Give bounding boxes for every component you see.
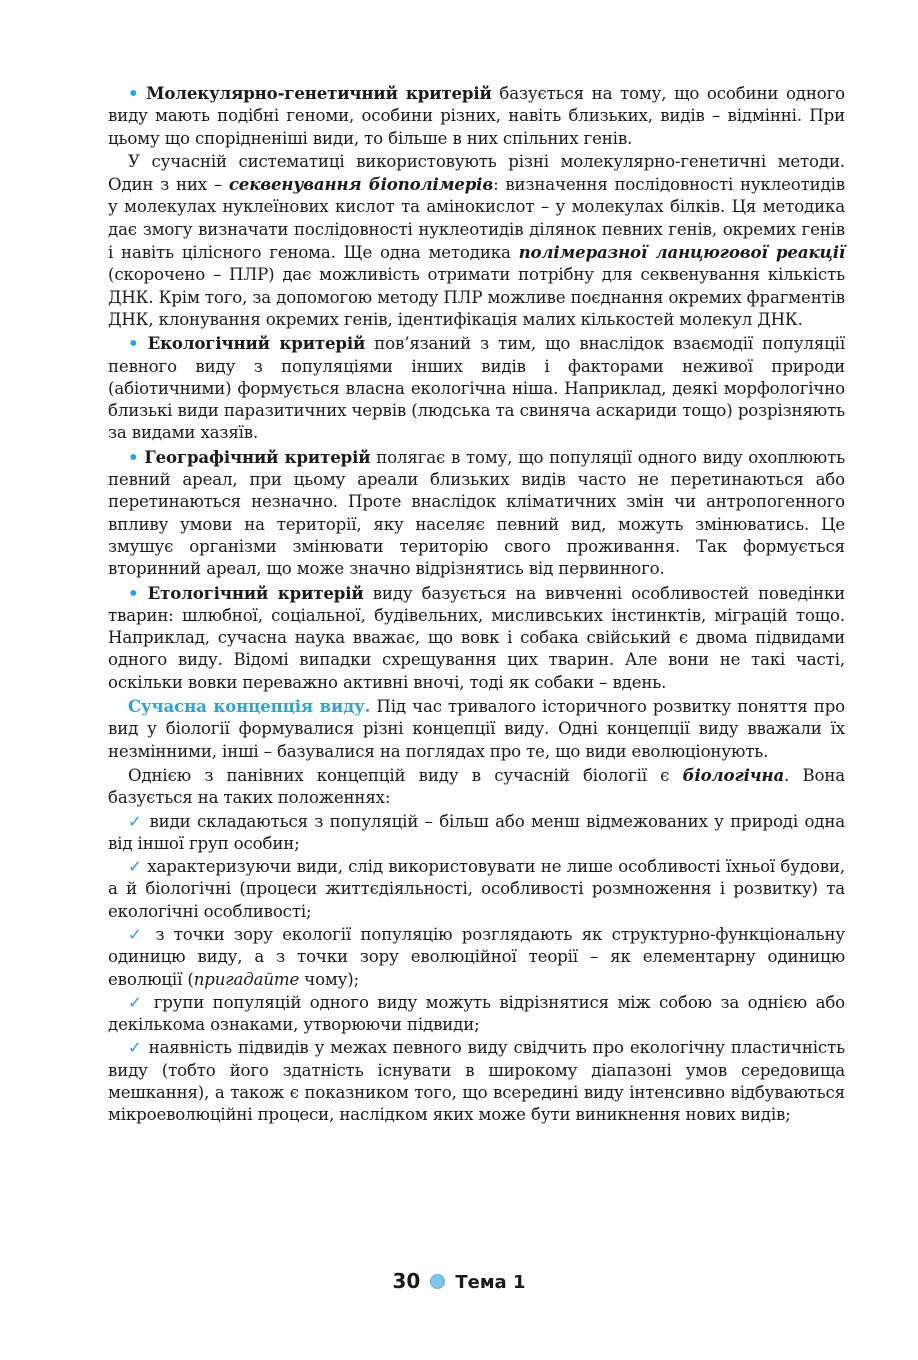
list-item-text: види складаються з популяцій – більш або менш відмежованих у природі одна від іншої груп особин; bbox=[108, 811, 846, 853]
term-ecological: Екологічний критерій bbox=[147, 333, 366, 354]
list-item-text: групи популяцій одного виду можуть відрізнятися між собою за однією або декількома ознаками, утворюючи підвиди; bbox=[108, 992, 845, 1035]
list-item-text: чому); bbox=[299, 969, 360, 989]
section-label: Тема 1 bbox=[455, 1272, 526, 1293]
paragraph-biological-concept bbox=[108, 764, 845, 810]
text-modern-concept: Під час тривалого історичного розвитку поняття про вид у біології формувалися різні концепції виду. Одні концепції виду вважали їх незмінними, інші – базувалися на поглядах про те, що види еволюціонують. bbox=[108, 697, 846, 761]
section-heading: Сучасна концепція виду. bbox=[128, 696, 371, 717]
text-ecological: пов’язаний з тим, що внаслідок взаємодії популяції певного виду з популяціями інших видів і факторами неживої природи (абіотичними) формується власна екологічна ніша. Наприклад, деякі морфологічно близькі види паразитичних червів (людська та свиняча аскариди тощо) розрізняють за видами хазяїв. bbox=[108, 334, 845, 443]
text-geographic: полягає в тому, що популяції одного виду охоплюють певний ареал, при цьому ареали близьких видів часто не перетинаються або перетинаються незначно. Проте внаслідок кліматичних змін чи антропогенного впливу умови на території, яку населяє певний вид, можуть змінюватись. Це змушує організми змінювати територію свого проживання. Так формується вторинний ареал, що може значно відрізнятись від первинного. bbox=[108, 447, 846, 579]
term-pcr: полімеразної ланцюгової реакції bbox=[518, 242, 846, 263]
list-item bbox=[108, 856, 845, 923]
term-geographic: Географічний критерій bbox=[144, 446, 371, 467]
text-methods-2: : визначення послідовності нуклеотидів у молекулах нуклеїнових кислот та амінокислот – у молекулах білків. Ця методика дає змогу визначати послідовності нуклеотидів ділянок певних генів, окремих генів і навіть цілісного генома. Ще одна методика bbox=[108, 175, 845, 263]
list-item-text: з точки зору екології популяцію розглядають як структурно-функціональну одиницю виду, а з точки зору еволюційної теорії – як елементарну одиницю еволюції ( bbox=[108, 924, 845, 989]
paragraph-ecological-criterion bbox=[108, 332, 845, 444]
checkmark-icon: ✓ bbox=[128, 992, 146, 1012]
term-ethological: Етологічний критерій bbox=[147, 582, 364, 603]
bullet-icon: • bbox=[128, 582, 139, 603]
paragraph-ethological-criterion bbox=[108, 582, 845, 694]
page-body bbox=[108, 82, 845, 1127]
paragraph-molecular-criterion bbox=[108, 82, 845, 150]
list-item-text: характеризуючи види, слід використовувати не лише особливості їхньої будови, а й біологічні (процеси життєдіяльності, особливості розмноження і розвитку) та екологічні особливості; bbox=[108, 857, 845, 921]
list-item-italic: пригадайте bbox=[193, 969, 300, 989]
page-number: 30 bbox=[392, 1269, 421, 1293]
paragraph-geographic-criterion bbox=[108, 446, 845, 581]
bullet-icon: • bbox=[128, 83, 139, 103]
list-item-text: наявність підвидів у межах певного виду свідчить про екологічну пластичність виду (тобто його здатність існувати в широкому діапазоні умов середовища мешкання), а також є показником того, що всередині виду інтенсивно відбуваються мікроеволюційні процеси, наслідком яких може бути виникнення нових видів; bbox=[108, 1038, 845, 1125]
circle-dot-icon bbox=[430, 1274, 445, 1289]
list-item bbox=[108, 992, 845, 1037]
bullet-icon: • bbox=[128, 333, 139, 354]
checkmark-icon: ✓ bbox=[128, 1038, 143, 1058]
list-item bbox=[108, 924, 845, 991]
term-biological: біологічна bbox=[682, 764, 785, 785]
text-biological-1: Однією з панівних концепцій виду в сучасній біології є bbox=[128, 765, 683, 785]
text-methods-1: У сучасній систематиці використовують різні молекулярно-генетичні методи. Один з них – bbox=[108, 151, 845, 195]
text-biological-2: . Вона базується на таких положеннях: bbox=[108, 765, 845, 808]
text-methods-3: (скорочено – ПЛР) дає можливість отримати потрібну для секвенування кількість ДНК. Крім того, за допомогою методу ПЛР можливе поєднання окремих фрагментів ДНК, клонування окремих генів, ідентифікація малих кількостей молекул ДНК. bbox=[108, 265, 845, 329]
text-molecular: базується на тому, що особини одного виду мають подібні геноми, особини різних, навіть близьких, видів – відмінні. При цьому що спорідненіші види, то більше в них спільних генів. bbox=[108, 84, 845, 148]
checkmark-icon: ✓ bbox=[128, 811, 144, 831]
checkmark-icon: ✓ bbox=[128, 857, 142, 877]
bullet-icon: • bbox=[128, 446, 139, 467]
checkmark-icon: ✓ bbox=[128, 924, 147, 944]
text-ethological: виду базується на вивченні особливостей поведінки тварин: шлюбної, соціальної, будівельних, мисливських інстинктів, міграцій тощо. Наприклад, сучасна наука вважає, що вовк і собака свійський є двома підвидами одного виду. Відомі випадки схрещування цих тварин. Але вони не такі часті, оскільки вовки переважно активні вночі, тоді як собаки – вдень. bbox=[108, 583, 845, 692]
list-item bbox=[108, 1037, 845, 1126]
term-molecular: Молекулярно-генетичний критерій bbox=[146, 83, 492, 103]
paragraph-methods bbox=[108, 151, 845, 331]
list-item bbox=[108, 811, 845, 856]
page-footer bbox=[0, 1269, 918, 1293]
term-sequencing: секвенування біополімерів bbox=[228, 174, 494, 195]
paragraph-modern-concept bbox=[108, 695, 845, 763]
